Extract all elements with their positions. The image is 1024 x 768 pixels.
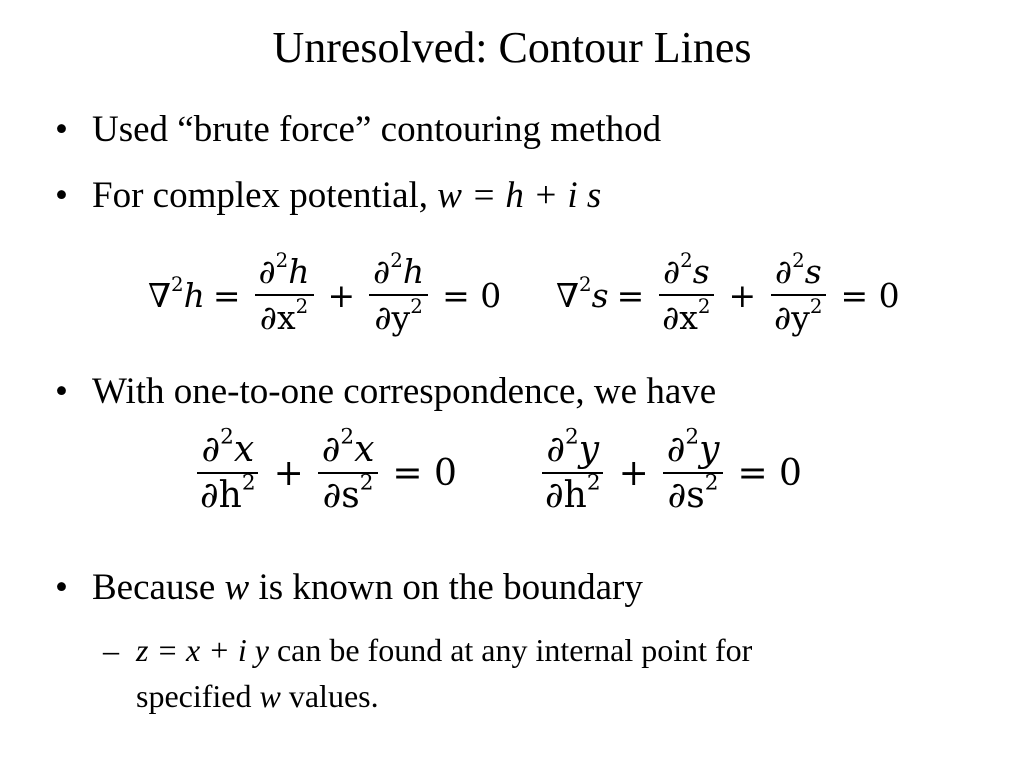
bullet-boundary bbox=[55, 566, 643, 610]
bullet-text-suffix: is known on the boundary bbox=[249, 567, 643, 608]
eq1-lhs: ∇$^2$h bbox=[148, 272, 205, 315]
equation-laplace-x bbox=[190, 424, 465, 516]
complex-potential-math: w = h + i s bbox=[437, 175, 602, 216]
bullet-marker: • bbox=[55, 175, 68, 216]
bullet-marker: • bbox=[55, 371, 68, 412]
plus-sign: + bbox=[327, 275, 356, 315]
bullet-marker: • bbox=[55, 567, 68, 608]
bullet-brute-force bbox=[55, 108, 661, 152]
bullet-one-to-one bbox=[55, 370, 716, 414]
eq2-rhs: = 0 bbox=[840, 275, 900, 315]
bullet-text: Used “brute force” contouring method bbox=[92, 109, 662, 150]
eq3-fraction-1: $\frac{\partial^2x}{\partial h^2}$ bbox=[196, 430, 260, 516]
sub-bullet-text: can be found at any internal point for bbox=[268, 632, 753, 668]
eq1-fraction-2: $\frac{\partial^2h}{\partial y^2}$ bbox=[369, 252, 428, 338]
bullet-complex-potential bbox=[55, 174, 601, 218]
sub-bullet-line2-prefix: specified bbox=[136, 678, 260, 714]
bullet-math-var: w bbox=[224, 567, 250, 608]
equation-laplace-h bbox=[148, 249, 509, 338]
eq1-rhs: = 0 bbox=[442, 275, 502, 315]
sub-bullet-line2-var: w bbox=[259, 678, 281, 714]
sub-bullet-internal-point bbox=[103, 628, 923, 672]
sub-bullet-math: z = x + i y bbox=[136, 632, 269, 668]
plus-sign: + bbox=[618, 452, 649, 494]
eq4-fraction-1: $\frac{\partial^2y}{\partial h^2}$ bbox=[541, 430, 605, 516]
plus-sign: + bbox=[273, 452, 304, 494]
sub-bullet-line2-suffix: values. bbox=[280, 678, 379, 714]
eq4-rhs: = 0 bbox=[737, 452, 802, 494]
equals-sign: = bbox=[616, 275, 645, 315]
slide-title: Unresolved: Contour Lines bbox=[272, 23, 752, 72]
bullet-text-prefix: Because bbox=[92, 567, 225, 608]
plus-sign: + bbox=[728, 275, 757, 315]
eq3-fraction-2: $\frac{\partial^2x}{\partial s^2}$ bbox=[318, 430, 379, 516]
sub-bullet-marker: – bbox=[103, 632, 119, 668]
eq2-fraction-1: $\frac{\partial^2s}{\partial x^2}$ bbox=[658, 252, 714, 338]
bullet-text: With one-to-one correspondence, we have bbox=[92, 371, 717, 412]
eq4-fraction-2: $\frac{\partial^2y}{\partial s^2}$ bbox=[663, 430, 724, 516]
sub-bullet-line-2 bbox=[136, 674, 379, 718]
eq1-fraction-1: $\frac{\partial^2h}{\partial x^2}$ bbox=[255, 252, 314, 338]
equals-sign: = bbox=[212, 275, 241, 315]
equation-laplace-s bbox=[556, 249, 908, 338]
bullet-text: For complex potential, bbox=[92, 175, 438, 216]
eq2-fraction-2: $\frac{\partial^2s}{\partial y^2}$ bbox=[770, 252, 826, 338]
equation-laplace-y bbox=[535, 424, 810, 516]
bullet-marker: • bbox=[55, 109, 68, 150]
eq3-rhs: = 0 bbox=[392, 452, 457, 494]
eq2-lhs: ∇$^2$s bbox=[556, 272, 609, 315]
